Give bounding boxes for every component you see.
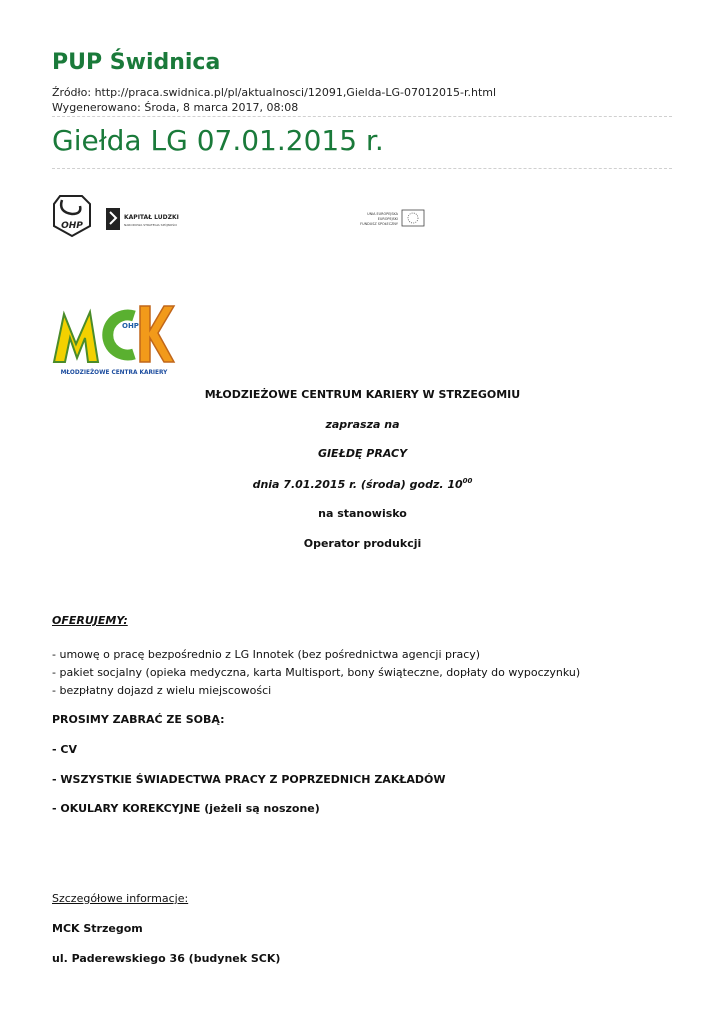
kapital-ludzki-subtitle: NARODOWA STRATEGIA SPÓJNOŚCI: [124, 223, 178, 227]
contact-name: MCK Strzegom: [52, 922, 143, 935]
eu-logo: [360, 210, 424, 226]
source-url: Źródło: http://praca.swidnica.pl/pl/aktualnosci/12091,Gielda-LG-07012015-r.html: [52, 86, 497, 99]
eu-line-2: EUROPEJSKI: [377, 217, 398, 221]
bring-heading: PROSIMY ZABRAĆ ZE SOBĄ:: [52, 713, 225, 726]
bring-item: - WSZYSTKIE ŚWIADECTWA PRACY Z POPRZEDNICH ZAKŁADÓW: [52, 773, 446, 786]
mck-ohp-text: OHP: [122, 322, 139, 330]
event-date-minutes: 00: [462, 477, 473, 485]
generated-date: Wygenerowano: Środa, 8 marca 2017, 08:08: [52, 101, 299, 114]
event-name: GIEŁDĘ PRACY: [317, 447, 408, 460]
offer-item: - bezpłatny dojazd z wielu miejscowości: [52, 684, 272, 697]
bring-item: - OKULARY KOREKCYJNE (jeżeli są noszone): [52, 802, 320, 815]
event-date: [0, 477, 725, 491]
eu-line-3: FUNDUSZ SPOŁECZNY: [360, 222, 398, 226]
mck-logo: [52, 300, 176, 378]
divider-bottom: [52, 168, 672, 169]
offer-heading: OFERUJEMY:: [52, 614, 128, 627]
ohp-text: OHP: [61, 221, 83, 231]
position-label: na stanowisko: [318, 507, 407, 520]
kapital-ludzki-title: KAPITAŁ LUDZKI: [124, 214, 179, 221]
organizer-name: MŁODZIEŻOWE CENTRUM KARIERY W STRZEGOMIU: [204, 388, 521, 401]
kapital-ludzki-logo: [106, 208, 179, 230]
bring-item: - CV: [52, 743, 77, 756]
invitation-text: zaprasza na: [325, 418, 400, 431]
article-title: Giełda LG 07.01.2015 r.: [52, 124, 384, 157]
contact-address: ul. Paderewskiego 36 (budynek SCK): [52, 952, 281, 965]
offer-item: - umowę o pracę bezpośrednio z LG Innotek (bez pośrednictwa agencji pracy): [52, 648, 481, 661]
eu-line-1: UNIA EUROPEJSKA: [367, 212, 398, 216]
offer-item: - pakiet socjalny (opieka medyczna, karta Multisport, bony świąteczne, dopłaty do wypoczynku): [52, 666, 581, 679]
sponsor-logos: [52, 192, 432, 240]
position-name: Operator produkcji: [303, 537, 422, 550]
divider-top: [52, 116, 672, 117]
details-label: Szczegółowe informacje:: [52, 892, 189, 905]
event-date-text: dnia 7.01.2015 r. (środa) godz. 10: [252, 478, 463, 491]
site-title: PUP Świdnica: [52, 50, 221, 75]
ohp-logo: [54, 196, 90, 236]
mck-caption: MŁODZIEŻOWE CENTRA KARIERY: [60, 370, 168, 376]
